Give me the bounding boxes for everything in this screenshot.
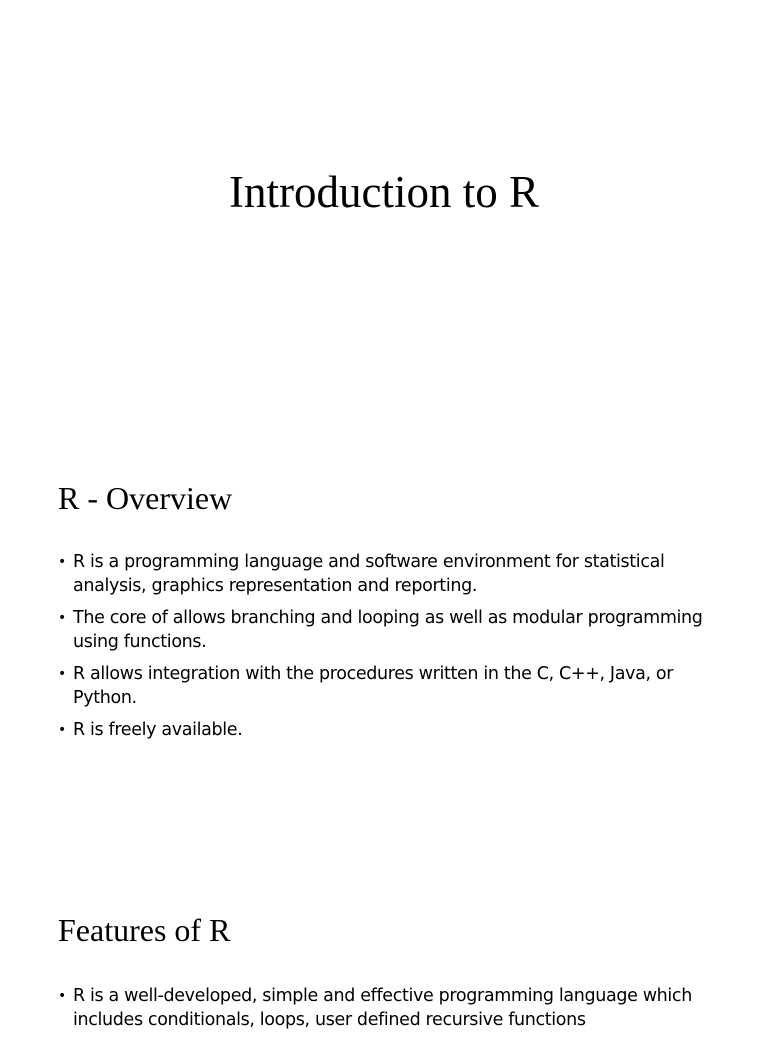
list-item <box>58 606 718 654</box>
bullet-icon: • <box>58 554 66 570</box>
bullet-icon: • <box>58 722 66 738</box>
bullet-icon: • <box>58 610 66 626</box>
bullet-text: R is a well-developed, simple and effective programming language which includes conditionals, loops, user defined recursive functions <box>73 986 692 1030</box>
overview-bullet-list <box>58 550 718 750</box>
bullet-text: R allows integration with the procedures written in the C, C++, Java, or Python. <box>73 664 674 708</box>
list-item <box>58 550 718 598</box>
overview-heading: R - Overview <box>58 480 233 516</box>
bullet-icon: • <box>58 988 66 1004</box>
features-bullet-list <box>58 984 718 1040</box>
list-item <box>58 984 718 1032</box>
features-heading: Features of R <box>58 912 231 948</box>
bullet-icon: • <box>58 666 66 682</box>
bullet-text: R is a programming language and software environment for statistical analysis, graphics representation and reporting. <box>73 552 665 596</box>
list-item <box>58 662 718 710</box>
slide-title: Introduction to R <box>229 167 539 217</box>
bullet-text: The core of allows branching and looping as well as modular programming using functions. <box>73 608 703 652</box>
bullet-text: R is freely available. <box>73 720 243 740</box>
list-item <box>58 718 718 742</box>
